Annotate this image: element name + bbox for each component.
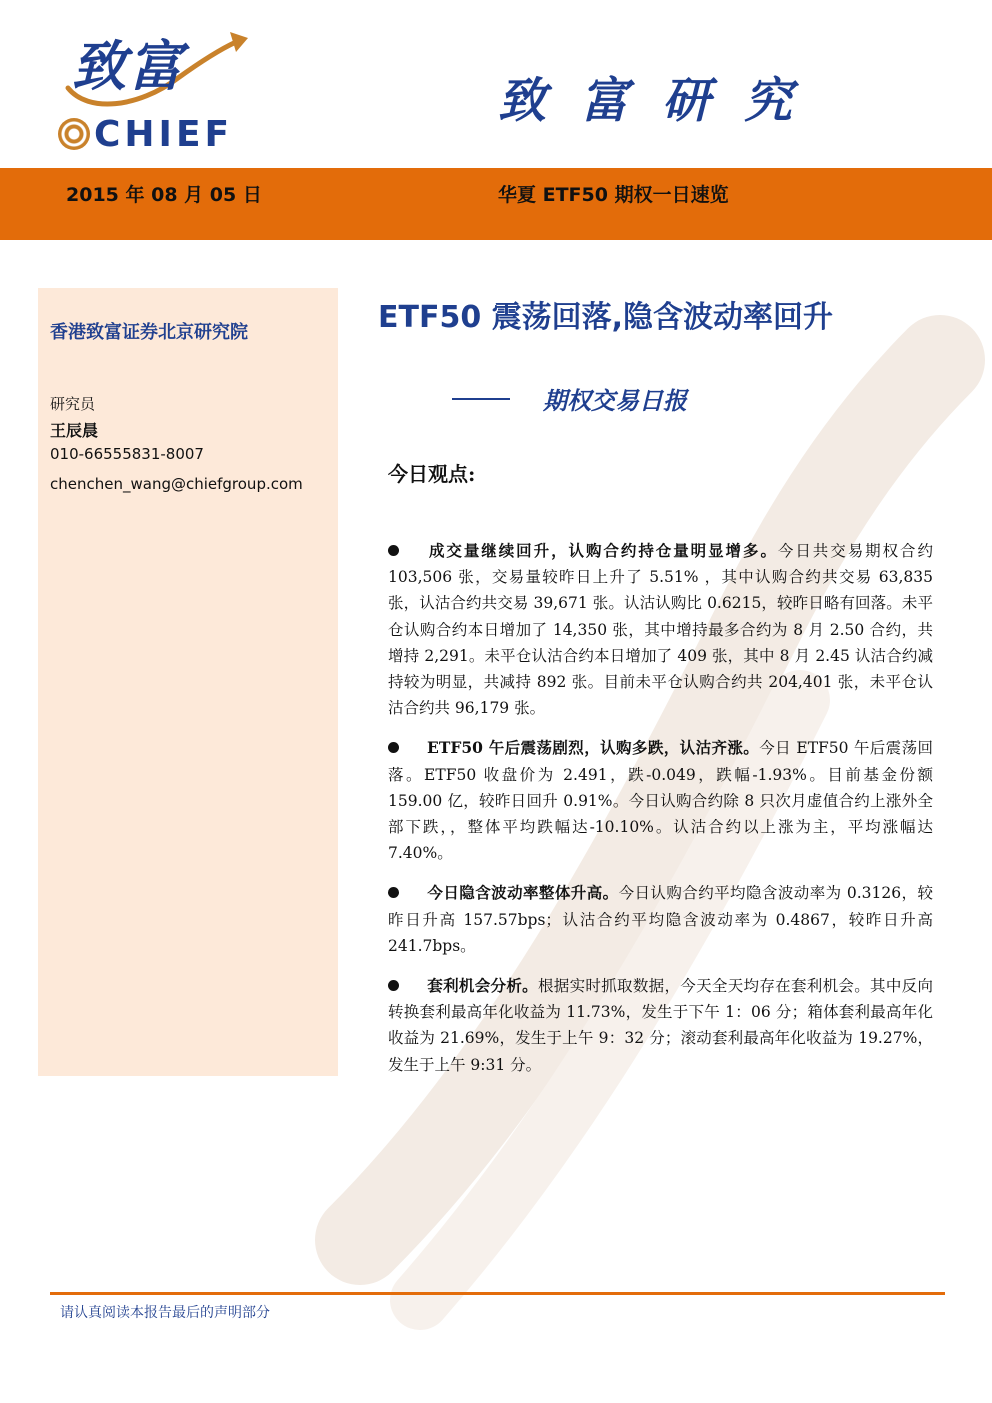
point-body: 今日认购合约平均隐含波动率为 0.3126，较昨日升高 157.57bps；认沽合约平均隐含波动率为 0.4867，较昨日升高 241.7bps。 [388,884,933,955]
point-lead: 今日隐含波动率整体升高。 [427,883,619,903]
footer-divider [50,1292,945,1295]
company-logo [58,18,258,158]
bullet-icon [388,980,399,991]
report-series-title: 华夏 ETF50 期权一日速览 [498,184,729,206]
point-lead: 成交量继续回升，认购合约持仓量明显增多。 [427,541,778,560]
footer-disclaimer: 请认真阅读本报告最后的声明部分 [60,1305,270,1321]
header-bar [0,168,992,240]
bullet-icon [388,887,399,898]
analyst-role: 研究员 [50,395,96,413]
analyst-email[interactable]: chenchen_wang@chiefgroup.com [50,475,303,493]
point-lead: 套利机会分析。 [427,976,538,996]
logo-chinese-text: 致富 [72,34,184,98]
point-item [388,735,933,866]
bullet-icon [388,545,399,556]
institute-name: 香港致富证券北京研究院 [50,322,248,343]
point-item [388,538,933,721]
point-body: 今日共交易期权合约 103,506 张，交易量较昨日上升了 5.51% ，其中认购合约共交易 63,835 张，认沽合约共交易 39,671 张。认沽认购比 0.6215，较昨日略有回落。未平仓认购合约本日增加了 14,350 张，其中增持最多合约为 8 月 2.50 合约，共增持 2,291。未平仓认沽合约本日增加了 409 张，其中 8 月 2.45 认沽合约减持较为明显，共减持 892 张。目前未平仓认购合约共 204,401 张，未平仓认沽合约共 96,179 张。 [388,542,933,718]
key-points [388,538,933,1092]
report-title: ETF50 震荡回落,隐含波动率回升 [378,300,834,335]
point-item [388,880,933,959]
logo-english-text: CHIEF [94,114,234,155]
subtitle-dash [452,398,510,400]
section-heading: 今日观点: [388,462,476,486]
point-body: 根据实时抓取数据，今天全天均存在套利机会。其中反向转换套利最高年化收益为 11.73%，发生于下午 1：06 分；箱体套利最高年化收益为 21.69%，发生于上午 9：32 分；滚动套利最高年化收益为 19.27%，发生于上午 9:31 分。 [388,977,933,1074]
sidebar [38,288,338,1076]
analyst-phone: 010-66555831-8007 [50,445,204,463]
brand-title: 致富研究 [498,73,827,129]
bullet-icon [388,742,399,753]
logo-ring-icon [58,118,90,150]
point-item [388,973,933,1078]
point-lead: ETF50 午后震荡剧烈，认购多跌，认沽齐涨。 [427,738,760,758]
point-body: 今日 ETF50 午后震荡回落。ETF50 收盘价为 2.491，跌-0.049，跌幅-1.93%。目前基金份额 159.00 亿，较昨日回升 0.91%。今日认购合约除 8 只次月虚值合约上涨外全部下跌，，整体平均跌幅达-10.10%。认沽合约以上涨为主，平均涨幅达 7.40%。 [388,739,933,863]
report-subtitle: 期权交易日报 [543,386,687,415]
analyst-name: 王辰晨 [50,421,99,440]
report-date: 2015 年 08 月 05 日 [66,184,262,206]
